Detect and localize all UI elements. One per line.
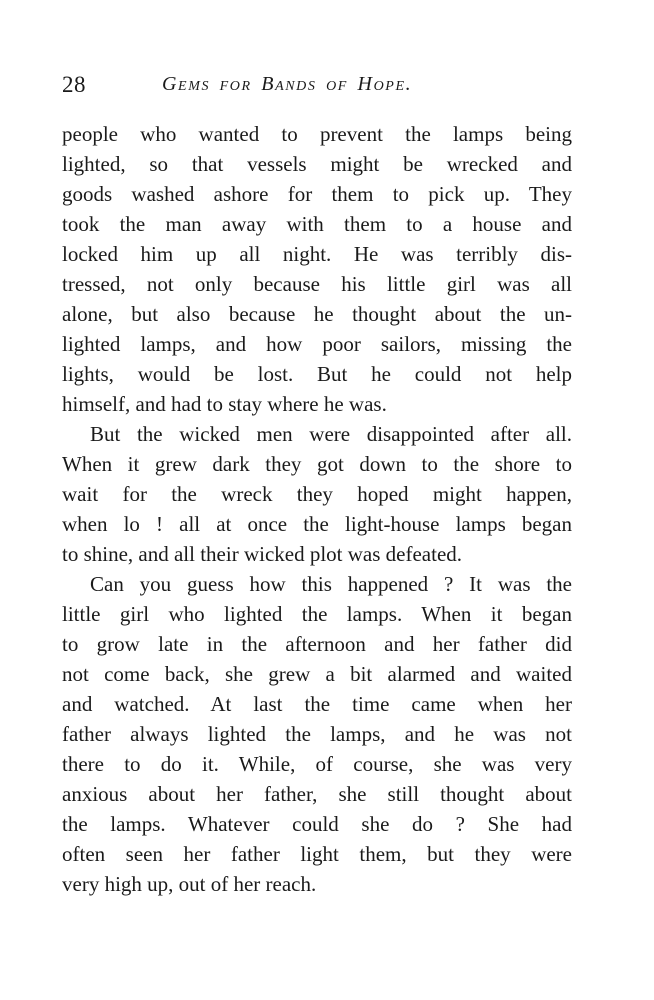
- text-line: himself, and had to stay where he was.: [62, 392, 387, 416]
- text-line: the lamps. Whatever could she do ? She had: [62, 812, 572, 836]
- text-line: goods washed ashore for them to pick up. They: [62, 182, 572, 206]
- text-line: tressed, not only because his little girl was all: [62, 272, 572, 296]
- running-title: Gems for Bands of Hope.: [162, 73, 413, 95]
- paragraph: [62, 119, 572, 419]
- body-text: [62, 119, 572, 899]
- text-line: When it grew dark they got down to the shore to: [62, 452, 572, 476]
- text-line: and watched. At last the time came when her: [62, 692, 572, 716]
- text-line: lights, would be lost. But he could not help: [62, 362, 572, 386]
- text-line: wait for the wreck they hoped might happen,: [62, 482, 572, 506]
- text-line: to grow late in the afternoon and her father did: [62, 632, 572, 656]
- text-line: alone, but also because he thought about the un-: [62, 302, 572, 326]
- paragraph: [62, 419, 572, 569]
- text-line: very high up, out of her reach.: [62, 872, 317, 896]
- text-line: lighted lamps, and how poor sailors, missing the: [62, 332, 572, 356]
- text-line: people who wanted to prevent the lamps being: [62, 122, 572, 146]
- text-line: anxious about her father, she still thought about: [62, 782, 572, 806]
- text-line: often seen her father light them, but they were: [62, 842, 572, 866]
- text-line: not come back, she grew a bit alarmed and waited: [62, 662, 572, 686]
- text-line: lighted, so that vessels might be wrecked and: [62, 152, 572, 176]
- text-line: locked him up all night. He was terribly dis-: [62, 242, 572, 266]
- paragraph: [62, 569, 572, 899]
- text-line: Can you guess how this happened ? It was the: [90, 572, 572, 596]
- text-line: father always lighted the lamps, and he was not: [62, 722, 572, 746]
- text-line: But the wicked men were disappointed after all.: [90, 422, 572, 446]
- text-line: there to do it. While, of course, she was very: [62, 752, 572, 776]
- text-line: little girl who lighted the lamps. When it began: [62, 602, 572, 626]
- page-number: 28: [62, 72, 86, 97]
- text-line: to shine, and all their wicked plot was defeated.: [62, 542, 463, 566]
- text-line: took the man away with them to a house and: [62, 212, 572, 236]
- text-line: when lo ! all at once the light-house lamps began: [62, 512, 572, 536]
- page-header: [62, 70, 572, 104]
